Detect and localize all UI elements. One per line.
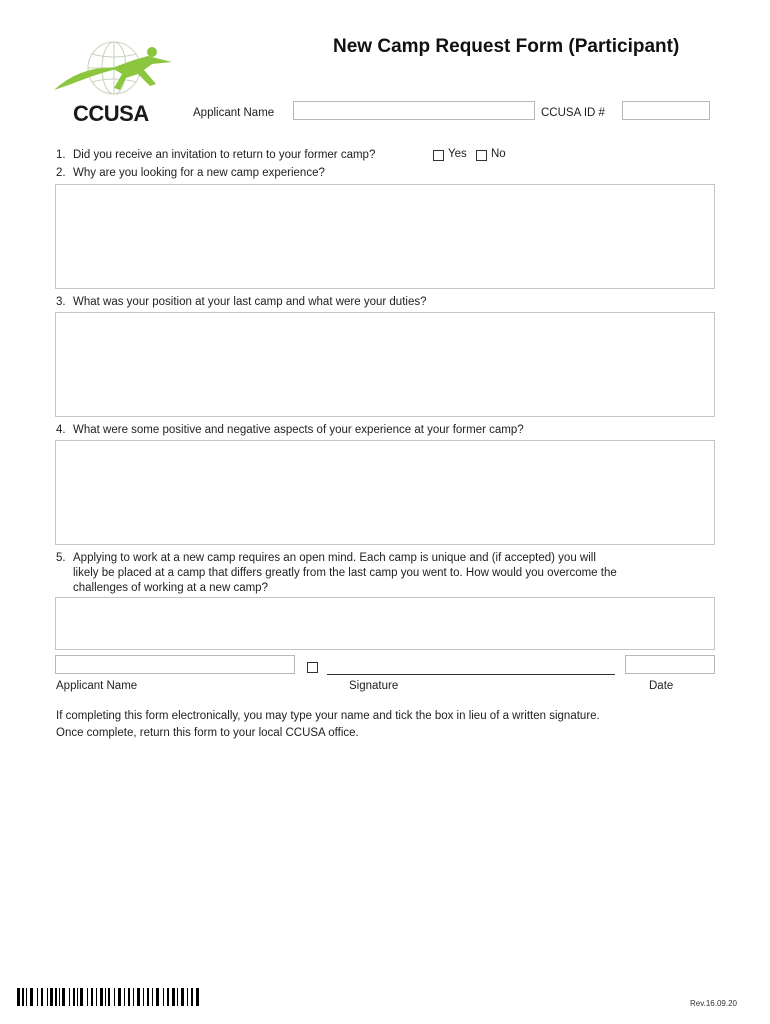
question-4 [56, 423, 524, 438]
barcode-image [17, 988, 202, 1006]
answer-4-textarea[interactable] [55, 440, 715, 545]
applicant-name-label: Applicant Name [193, 107, 275, 119]
applicant-name-field[interactable] [293, 101, 535, 120]
answer-2-textarea[interactable] [55, 184, 715, 289]
signature-label: Signature [349, 680, 399, 692]
question-2 [56, 166, 325, 181]
no-checkbox[interactable] [476, 150, 487, 161]
question-1-number: 1. [56, 149, 66, 161]
instructions-line-1: If completing this form electronically, you may type your name and tick the box in lieu of a written signature. [56, 710, 600, 722]
form-title: New Camp Request Form (Participant) [333, 36, 680, 57]
signature-line[interactable] [327, 674, 615, 675]
question-5-number: 5. [56, 552, 66, 564]
answer-5-textarea[interactable] [55, 597, 715, 650]
signature-applicant-name-field[interactable] [55, 655, 295, 674]
question-2-text: Why are you looking for a new camp experience? [73, 167, 325, 179]
question-5-line-3: challenges of working at a new camp? [73, 582, 268, 594]
question-5-line-2: likely be placed at a camp that differs greatly from the last camp you went to. How would you overcome the [73, 567, 617, 579]
question-1-text: Did you receive an invitation to return to your former camp? [73, 149, 376, 161]
question-4-number: 4. [56, 424, 66, 436]
ccusa-logo-text: CCUSA [73, 101, 149, 126]
yes-label: Yes [448, 148, 467, 160]
ccusa-id-label: CCUSA ID # [541, 107, 605, 119]
signature-tick-checkbox[interactable] [307, 662, 318, 673]
question-3 [56, 295, 426, 310]
question-4-text: What were some positive and negative aspects of your experience at your former camp? [73, 424, 524, 436]
question-3-text: What was your position at your last camp and what were your duties? [73, 296, 427, 308]
question-3-number: 3. [56, 296, 66, 308]
revision-code: Rev.16.09.20 [690, 999, 737, 1008]
question-5 [56, 551, 617, 596]
date-label: Date [649, 680, 674, 692]
instructions-line-2: Once complete, return this form to your local CCUSA office. [56, 727, 359, 739]
answer-3-textarea[interactable] [55, 312, 715, 417]
instructions-note [56, 708, 600, 742]
no-label: No [491, 148, 506, 160]
question-2-number: 2. [56, 167, 66, 179]
ccusa-id-field[interactable] [622, 101, 710, 120]
question-5-line-1: Applying to work at a new camp requires an open mind. Each camp is unique and (if accepted) you will [73, 552, 596, 564]
question-1 [56, 148, 375, 163]
yes-checkbox[interactable] [433, 150, 444, 161]
signature-applicant-name-label: Applicant Name [56, 680, 138, 692]
date-field[interactable] [625, 655, 715, 674]
